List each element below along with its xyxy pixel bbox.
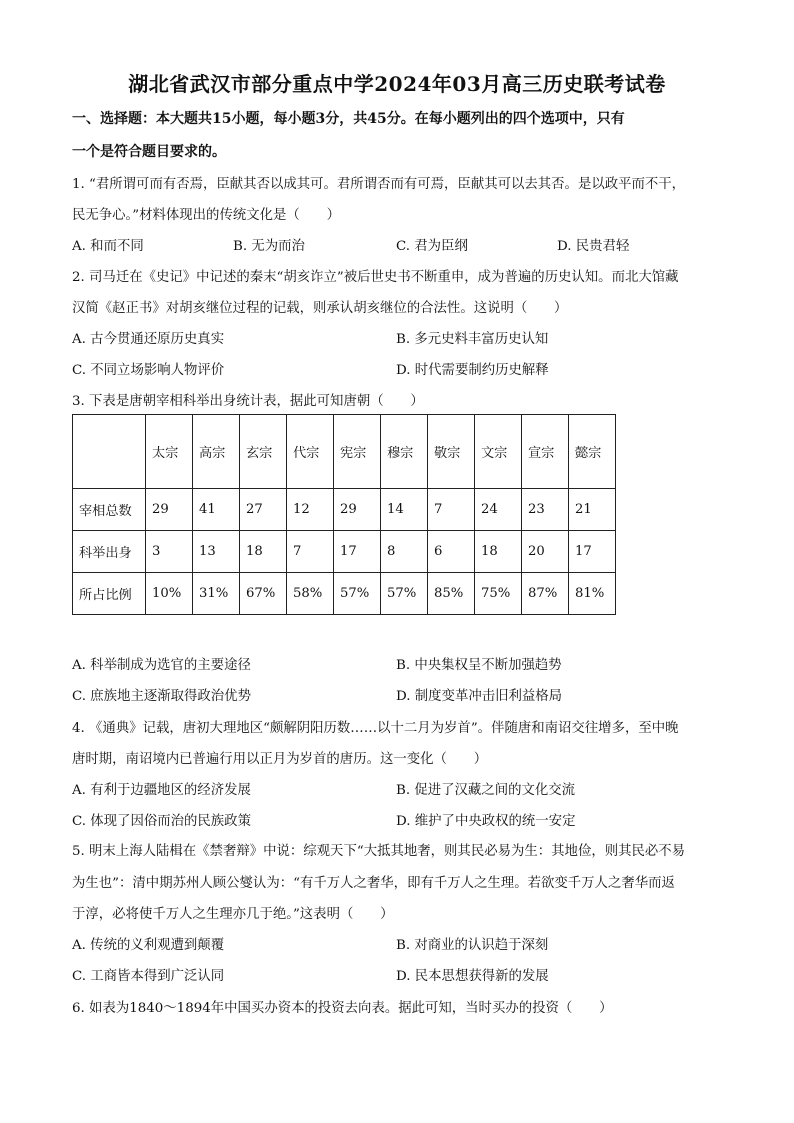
table-cell: 所占比例 [73,573,146,615]
table-cell: 87% [522,573,569,615]
table-header-cell: 宣宗 [522,415,569,489]
tang-chancellor-table [72,414,616,615]
table-cell: 7 [287,531,334,573]
q2-option-b: B. 多元史料丰富历史认知 [396,332,549,347]
q5-option-b: B. 对商业的认识趋于深刻 [396,938,549,953]
table-row [73,531,616,573]
q3-option-a: A. 科举制成为选官的主要途径 [72,658,251,673]
table-row [73,573,616,615]
q3-option-b: B. 中央集权呈不断加强趋势 [396,658,562,673]
table-header-cell [73,415,146,489]
table-cell: 17 [569,531,616,573]
table-cell: 10% [146,573,193,615]
table-cell: 75% [475,573,522,615]
q2-stem-line1: 2. 司马迁在《史记》中记述的秦末“胡亥诈立”被后世史书不断重申，成为普遍的历史认知。而北大馆藏 [72,270,679,285]
q1-option-a: A. 和而不同 [72,239,144,254]
q2-stem-line2: 汉简《赵正书》对胡亥继位过程的记载，则承认胡亥继位的合法性。这说明（ ） [72,301,568,316]
table-cell: 20 [522,531,569,573]
q5-option-c: C. 工商皆本得到广泛认同 [72,969,225,984]
q1-stem-line2: 民无争心。”材料体现出的传统文化是（ ） [72,208,340,223]
q5-option-a: A. 传统的义利观遭到颠覆 [72,938,225,953]
table-cell: 13 [193,531,240,573]
exam-title: 湖北省武汉市部分重点中学2024年03月高三历史联考试卷 [128,72,666,96]
q1-stem-line1: 1. “君所谓可而有否焉，臣献其否以成其可。君所谓否而有可焉，臣献其可以去其否。是以政平而不干， [72,177,686,192]
table-cell: 24 [475,489,522,531]
table-cell: 7 [428,489,475,531]
table-cell: 科举出身 [73,531,146,573]
table-cell: 31% [193,573,240,615]
table-cell: 85% [428,573,475,615]
table-cell: 18 [240,531,287,573]
table-header-cell: 玄宗 [240,415,287,489]
table-cell: 18 [475,531,522,573]
table-cell: 29 [334,489,381,531]
table-cell: 58% [287,573,334,615]
table-header-cell: 宪宗 [334,415,381,489]
table-cell: 27 [240,489,287,531]
table-cell: 81% [569,573,616,615]
table-cell: 67% [240,573,287,615]
table-header-cell: 高宗 [193,415,240,489]
q2-option-a: A. 古今贯通还原历史真实 [72,332,225,347]
q2-option-d: D. 时代需要制约历史解释 [396,363,549,378]
section-heading-line2: 一个是符合题目要求的。 [72,144,226,160]
table-cell: 29 [146,489,193,531]
q1-option-c: C. 君为臣纲 [396,239,468,254]
table-header-cell: 敬宗 [428,415,475,489]
q6-stem-line1: 6. 如表为1840～1894年中国买办资本的投资去向表。据此可知，当时买办的投资（ ） [72,1001,613,1016]
table-header-cell: 代宗 [287,415,334,489]
table-header-cell: 太宗 [146,415,193,489]
q5-stem-line3: 于淳，必将使千万人之生理亦几于绝。”这表明（ ） [72,907,394,922]
table-cell: 3 [146,531,193,573]
q2-option-c: C. 不同立场影响人物评价 [72,363,225,378]
table-cell: 17 [334,531,381,573]
section-heading-line1: 一、选择题：本大题共15小题，每小题3分，共45分。在每小题列出的四个选项中，只有 [72,111,625,127]
table-row [73,489,616,531]
table-cell: 23 [522,489,569,531]
q3-stem-line1: 3. 下表是唐朝宰相科举出身统计表，据此可知唐朝（ ） [72,394,424,409]
table-cell: 41 [193,489,240,531]
table-header-cell: 穆宗 [381,415,428,489]
table-header-cell: 懿宗 [569,415,616,489]
table-cell: 12 [287,489,334,531]
table-cell: 57% [381,573,428,615]
q4-stem-line1: 4. 《通典》记载，唐初大理地区“颇解阴阳历数……以十二月为岁首”。伴随唐和南诏交往增多，至中晚 [72,721,679,736]
q5-option-d: D. 民本思想获得新的发展 [396,969,549,984]
q1-option-b: B. 无为而治 [233,239,305,254]
table-cell: 宰相总数 [73,489,146,531]
table-header-cell: 文宗 [475,415,522,489]
q4-option-a: A. 有利于边疆地区的经济发展 [72,783,251,798]
table-cell: 14 [381,489,428,531]
table-cell: 8 [381,531,428,573]
table-cell: 57% [334,573,381,615]
q5-stem-line2: 为生也”：清中期苏州人顾公燮认为：“有千万人之奢华，即有千万人之生理。若欲变千万人之奢华而返 [72,876,675,891]
table-cell: 21 [569,489,616,531]
q1-option-d: D. 民贵君轻 [557,239,630,254]
q3-option-d: D. 制度变革冲击旧利益格局 [396,689,563,704]
q4-option-b: B. 促进了汉藏之间的文化交流 [396,783,576,798]
q3-option-c: C. 庶族地主逐渐取得政治优势 [72,689,251,704]
q5-stem-line1: 5. 明末上海人陆楫在《禁奢辩》中说：综观天下“大抵其地奢，则其民必易为生：其地俭，则其民必不易 [72,844,686,859]
table-header-row [73,415,616,489]
q4-option-c: C. 体现了因俗而治的民族政策 [72,814,251,829]
q4-option-d: D. 维护了中央政权的统一安定 [396,814,576,829]
q4-stem-line2: 唐时期，南诏境内已普遍行用以正月为岁首的唐历。这一变化（ ） [72,752,488,767]
table-cell: 6 [428,531,475,573]
